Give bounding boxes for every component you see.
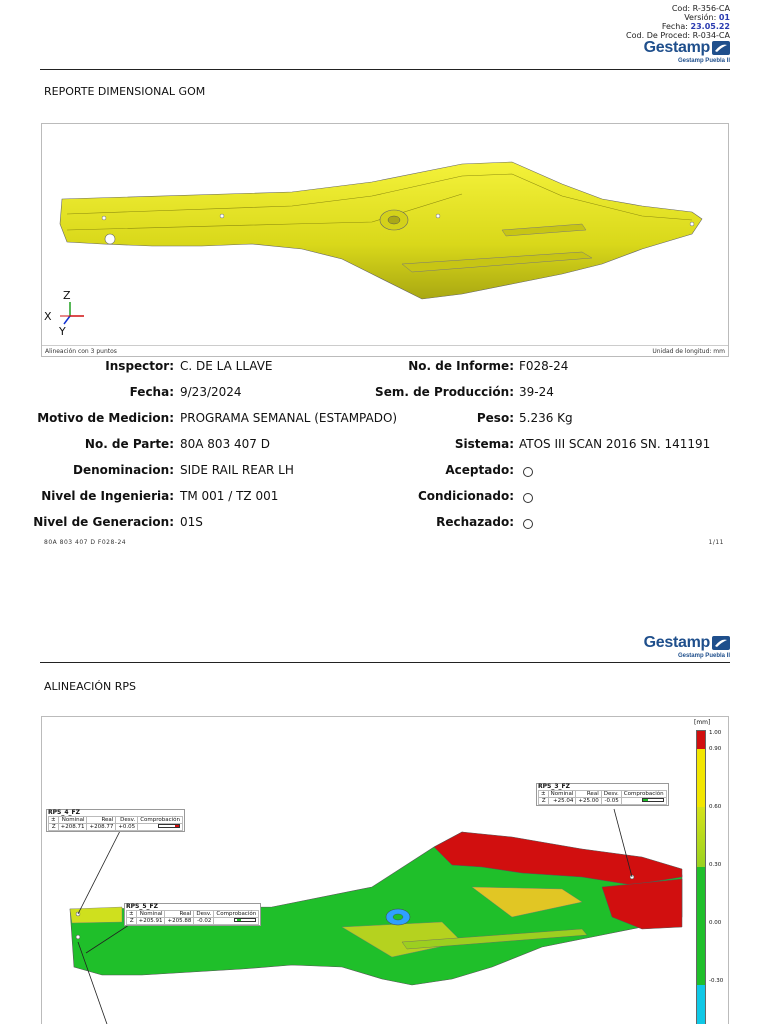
info-label: No. de Informe: <box>408 359 514 373</box>
page-footer-id: 80A 803 407 D F028-24 <box>44 539 127 546</box>
info-value: SIDE RAIL REAR LH <box>180 463 294 477</box>
cod-label: Cod: <box>671 4 691 13</box>
axis-triad-icon <box>60 302 84 324</box>
scale-unit: [mm] <box>694 719 711 726</box>
info-value: 80A 803 407 D <box>180 437 270 451</box>
cod-value: R-356-CA <box>692 4 730 13</box>
cell-axis: Z <box>49 824 59 831</box>
callout-rps-5 <box>124 903 261 926</box>
scale-tick: 0.90 <box>709 746 722 752</box>
info-row <box>0 385 768 399</box>
info-row <box>0 437 768 451</box>
gestamp-mark-icon <box>712 636 730 650</box>
axis-x-label: X <box>44 310 52 323</box>
rechazado-radio[interactable] <box>523 516 533 530</box>
col-real: Real <box>165 911 194 918</box>
logo-word: Gestamp <box>643 634 710 651</box>
cell-desv: -0.05 <box>601 798 621 805</box>
info-value: ATOS III SCAN 2016 SN. 141191 <box>519 437 711 451</box>
info-label: Peso: <box>476 411 514 425</box>
info-label: Nivel de Generacion: <box>33 515 174 529</box>
col-comp: Comprobación <box>214 911 259 918</box>
deviation-color-map <box>42 717 729 1024</box>
info-label: Sistema: <box>454 437 514 451</box>
info-label: Condicionado: <box>417 489 514 503</box>
cell-nominal: +208.71 <box>58 824 87 831</box>
col-comp: Comprobación <box>138 817 183 824</box>
cell-desv: +0.05 <box>116 824 138 831</box>
cell-nominal: +205.91 <box>136 918 165 925</box>
col-sym: ± <box>127 911 137 918</box>
info-label: Denominacion: <box>73 463 174 477</box>
scale-tick: 0.30 <box>709 862 722 868</box>
col-sym: ± <box>539 791 549 798</box>
scale-tick: 0.60 <box>709 804 722 810</box>
cell-axis: Z <box>539 798 549 805</box>
col-nominal: Nominal <box>58 817 87 824</box>
axis-y-label: Y <box>59 325 66 338</box>
section-title: ALINEACIÓN RPS <box>44 680 136 693</box>
col-real: Real <box>87 817 116 824</box>
info-value: PROGRAMA SEMANAL (ESTAMPADO) <box>180 411 398 425</box>
col-nominal: Nominal <box>548 791 576 798</box>
info-row <box>0 359 768 373</box>
info-value: F028-24 <box>519 359 569 373</box>
version-label: Versión: <box>684 13 717 22</box>
check-bar <box>138 824 183 831</box>
gestamp-mark-icon <box>712 41 730 55</box>
proced-value: R-034-CA <box>692 31 730 40</box>
info-label: Motivo de Medicion: <box>37 411 174 425</box>
logo-word: Gestamp <box>643 39 710 56</box>
info-label: Fecha: <box>129 385 174 399</box>
page-number: 1/11 <box>708 539 724 546</box>
col-desv: Desv. <box>601 791 621 798</box>
info-value: TM 001 / TZ 001 <box>180 489 279 503</box>
info-label: Nivel de Ingenieria: <box>41 489 174 503</box>
page-title: REPORTE DIMENSIONAL GOM <box>44 85 206 98</box>
callout-title: RPS_4_FZ <box>48 809 80 816</box>
cell-real: +208.77 <box>87 824 116 831</box>
check-bar <box>214 918 259 925</box>
callout-rps-3 <box>536 783 669 806</box>
cell-desv: -0.02 <box>194 918 214 925</box>
cell-real: +205.88 <box>165 918 194 925</box>
unit-note: Unidad de longitud: mm <box>652 347 725 355</box>
info-value: 39-24 <box>519 385 554 399</box>
version-value: 01 <box>718 13 730 22</box>
cell-real: +25.00 <box>576 798 601 805</box>
info-row <box>0 489 768 503</box>
deviation-view-frame <box>41 716 729 1024</box>
col-nominal: Nominal <box>136 911 165 918</box>
info-value: 9/23/2024 <box>180 385 242 399</box>
scale-tick: -0.30 <box>709 978 724 984</box>
part-render <box>42 124 729 346</box>
col-comp: Comprobación <box>621 791 666 798</box>
callout-rps-4 <box>46 809 185 832</box>
gestamp-logo <box>644 39 730 64</box>
fecha-label: Fecha: <box>661 22 688 31</box>
col-desv: Desv. <box>116 817 138 824</box>
col-real: Real <box>576 791 601 798</box>
alignment-note: Alineación con 3 puntos <box>45 347 117 355</box>
gestamp-logo-page2 <box>644 634 730 659</box>
info-row <box>0 515 768 529</box>
deviation-color-scale <box>694 719 728 1024</box>
info-label: Aceptado: <box>445 463 514 477</box>
header-rule <box>40 69 730 70</box>
info-value: 5.236 Kg <box>519 411 573 425</box>
scale-tick: 1.00 <box>709 730 722 736</box>
info-label: No. de Parte: <box>84 437 174 451</box>
condicionado-radio[interactable] <box>523 490 533 504</box>
info-value: C. DE LA LLAVE <box>180 359 273 373</box>
axis-z-label: Z <box>63 289 71 302</box>
frame-footer <box>42 345 728 356</box>
info-label: Inspector: <box>105 359 174 373</box>
info-value: 01S <box>180 515 203 529</box>
callout-title: RPS_5_FZ <box>126 903 158 910</box>
header-rule <box>40 662 730 663</box>
fecha-value: 23.05.22 <box>690 22 730 31</box>
scale-bar <box>696 730 706 1024</box>
document-control-block <box>626 4 730 40</box>
info-row <box>0 463 768 477</box>
cell-nominal: +25.04 <box>548 798 576 805</box>
part-view-frame <box>41 123 729 357</box>
info-label: Rechazado: <box>436 515 514 529</box>
info-label: Sem. de Producción: <box>375 385 514 399</box>
logo-subtitle: Gestamp Puebla II <box>677 653 730 659</box>
proced-label: Cod. De Proced: <box>626 31 691 40</box>
logo-subtitle: Gestamp Puebla II <box>677 58 730 64</box>
callout-title: RPS_3_FZ <box>538 783 570 790</box>
check-bar <box>621 798 666 805</box>
col-desv: Desv. <box>194 911 214 918</box>
col-sym: ± <box>49 817 59 824</box>
info-row <box>0 411 768 425</box>
scale-tick: 0.00 <box>709 920 722 926</box>
cell-axis: Z <box>127 918 137 925</box>
aceptado-radio[interactable] <box>523 464 533 478</box>
